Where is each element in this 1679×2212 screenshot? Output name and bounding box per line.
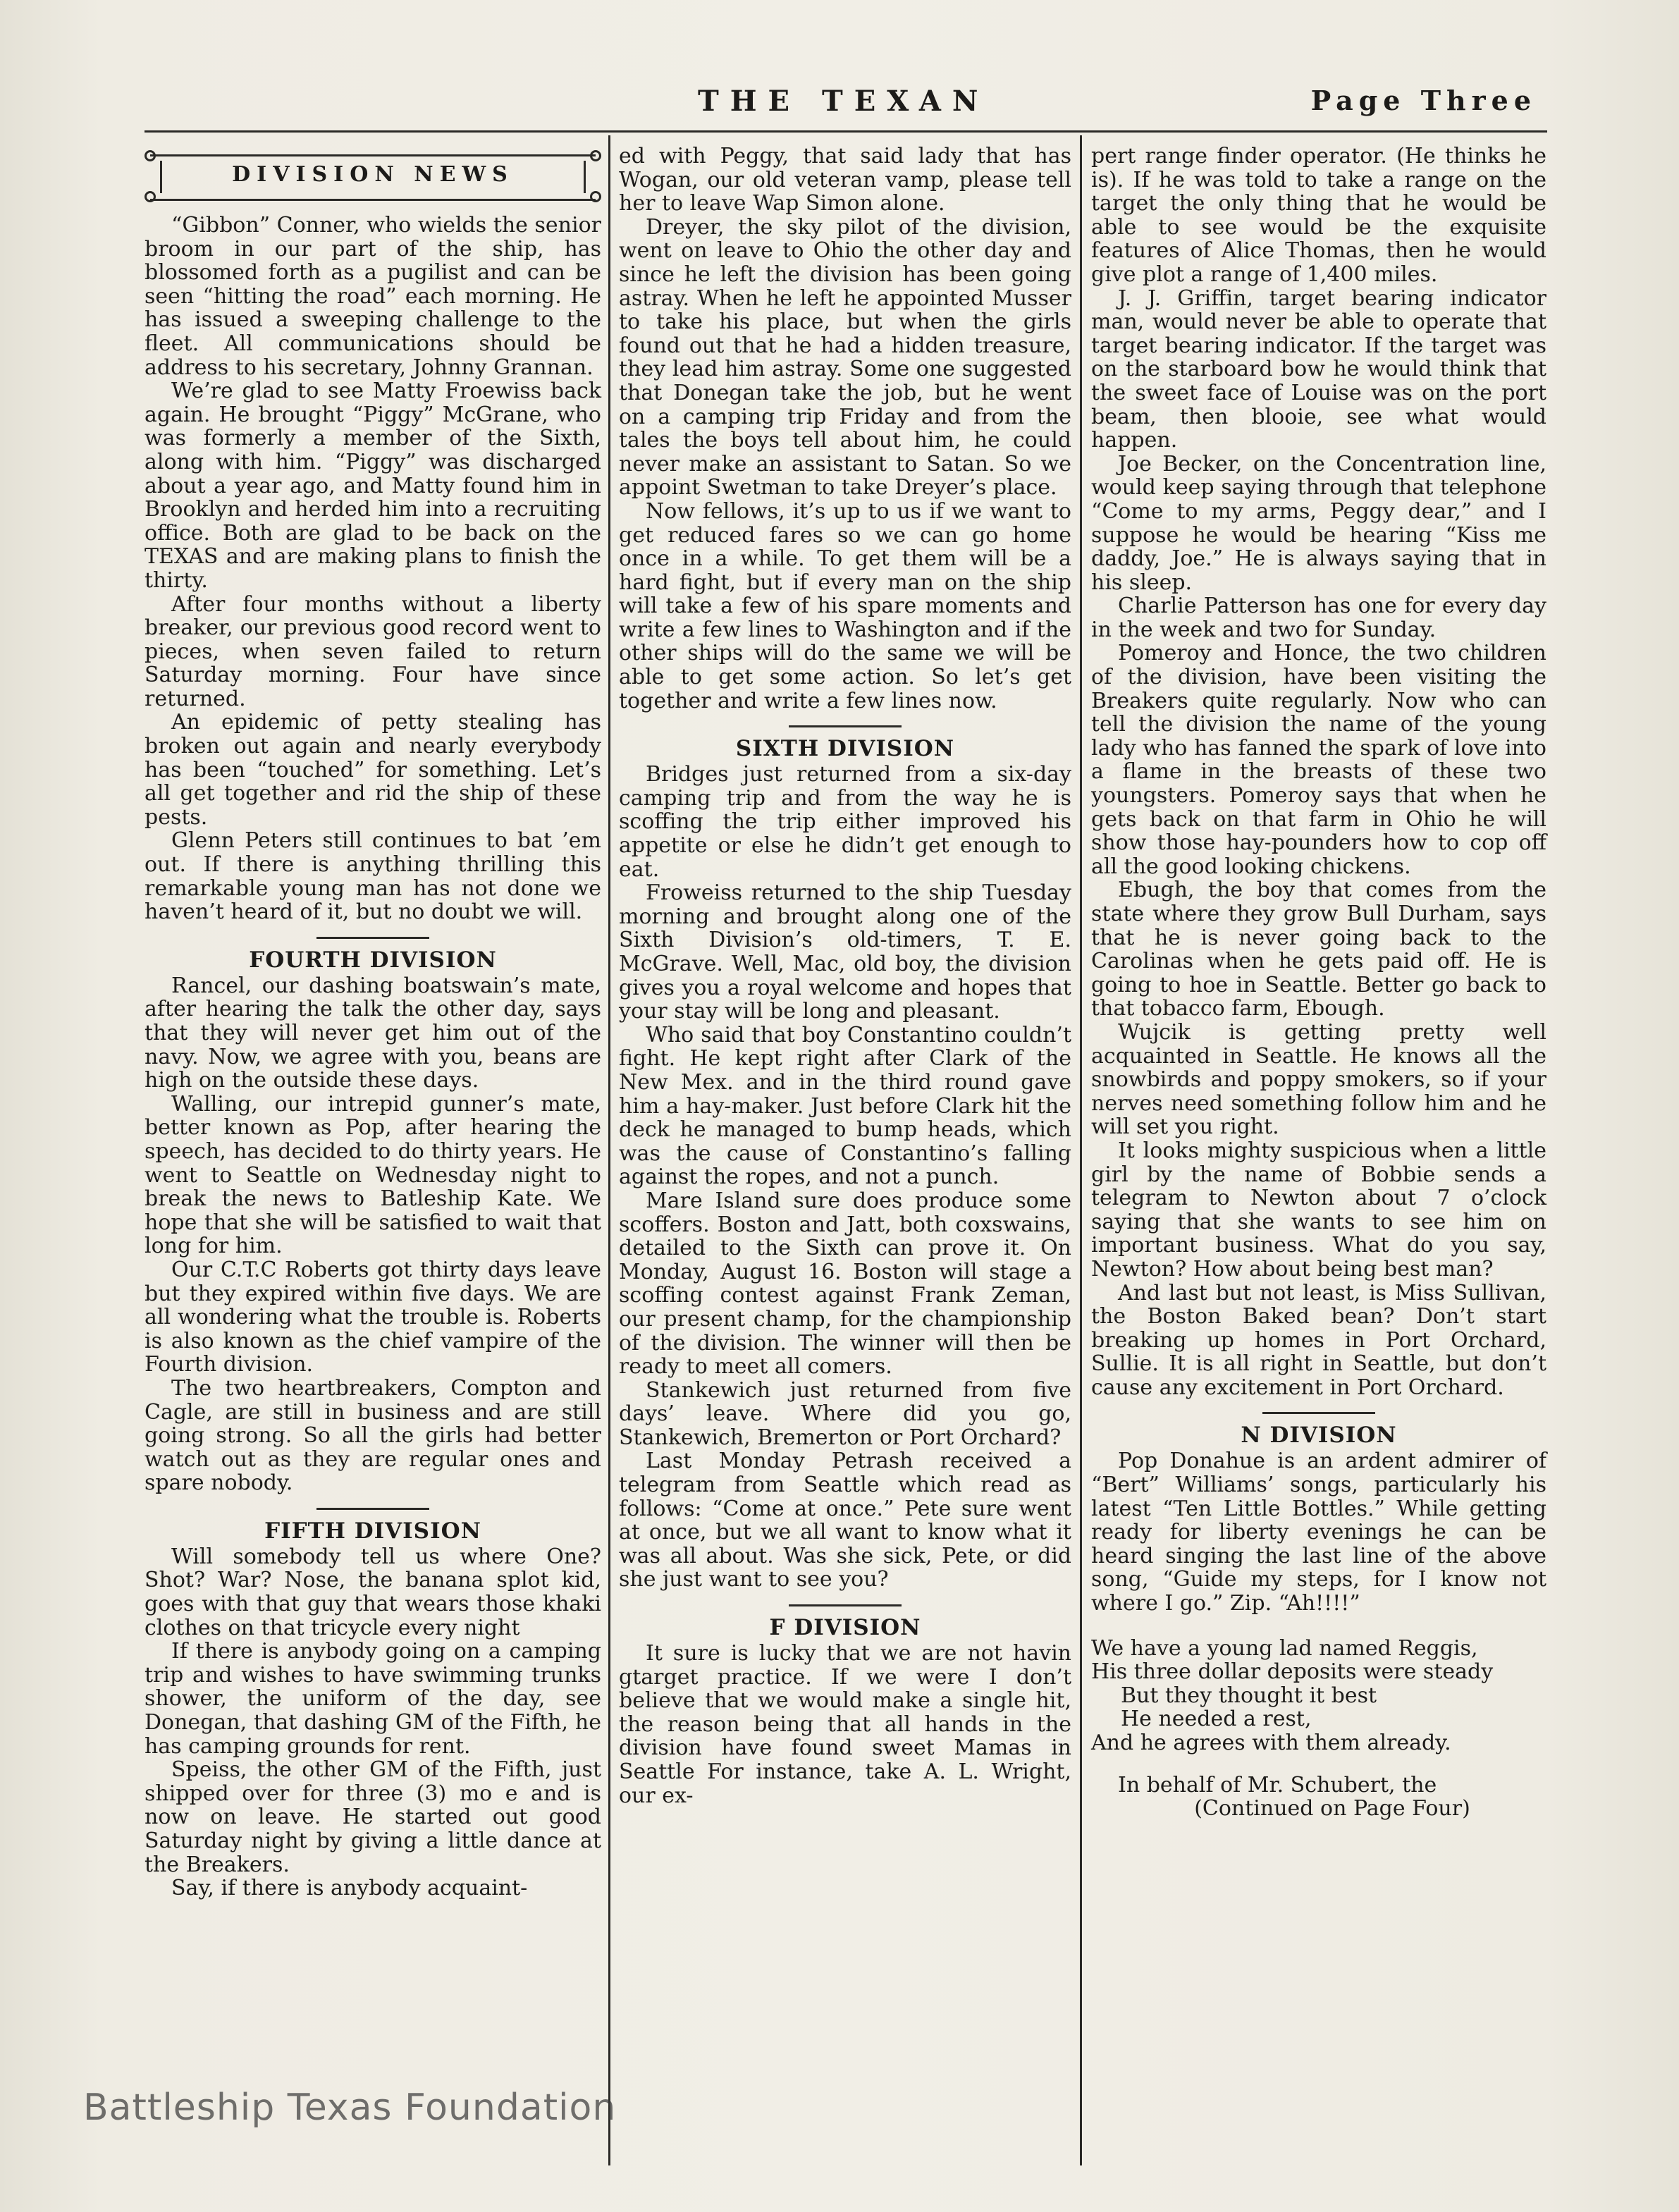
poem-line: We have a young lad named Reggis, (1091, 1635, 1478, 1661)
article-paragraph: After four months without a liberty breaker, our previous good record went to pieces, when seven failed to return Saturday morning. Four have since returned. (144, 591, 601, 711)
section-divider (1262, 1412, 1375, 1414)
article-paragraph: Wujcik is getting pretty well acquainted in Seattle. He knows all the snowbirds and poppy smokers, so if your nerves need something follow him and he will set you right. (1091, 1019, 1546, 1140)
article-paragraph: In behalf of Mr. Schubert, the (1118, 1772, 1437, 1798)
column-3 (1091, 145, 1546, 1821)
continued-note: (Continued on Page Four) (1194, 1796, 1470, 1821)
column-1 (144, 145, 601, 1900)
section-heading-fourth: FOURTH DIVISION (249, 947, 497, 973)
poem-line: And he agrees with them already. (1091, 1731, 1451, 1755)
article-paragraph: “Gibbon” Conner, who wields the senior broom in our part of the ship, has blossomed forth as a pugilist and can be seen “hitting the road” each morning. He has issued a sweeping challenge to the fleet. All communications should be address to his secretary, Johnny Grannan. (144, 213, 601, 380)
article-paragraph: Joe Becker, on the Concentration line, would keep saying through that telephone “Come to my arms, Peggy dear,” and I suppose he would be hearing “Kiss me daddy, Joe.” He is always saying that in his sleep. (1091, 451, 1546, 595)
article-paragraph: Now fellows, it’s up to us if we want to get reduced fares so we can go home once in a while. To get them will be a hard fight, but if every man on the ship will take a few of his spare moments and write a few lines to Washington and if the other ships will do the same we will be able to get some action. So let’s get together and write a few lines now. (619, 498, 1071, 713)
article-paragraph: The two heartbreakers, Compton and Cagle, are still in business and are still going strong. So all the girls had better watch out as they are regular ones and spare nobody. (144, 1375, 601, 1496)
article-paragraph: Pop Donahue is an ardent admirer of “Bert” Williams’ songs, particularly his latest “Ten Little Bottles.” While getting ready for liberty evenings he can be heard singing the last line of the above song, “Guide my steps, for I know not where I go.” Zip. “Ah!!!!” (1091, 1449, 1546, 1616)
column-rule-1 (608, 135, 610, 2165)
masthead-title: THE TEXAN (698, 85, 990, 118)
article-paragraph: Who said that boy Constantino couldn’t fight. He kept right after Clark of the New Mex. and in the third round gave him a hay-maker. Just before Clark hit the deck he managed to bump heads, which was the cause of Constantino’s falling against the ropes, and not a punch. (619, 1022, 1071, 1190)
limerick (1091, 1637, 1546, 1755)
article-paragraph: ed with Peggy, that said lady that has Wogan, our old veteran vamp, please tell her to leave Wap Simon alone. (619, 144, 1071, 216)
poem-line: His three dollar deposits were steady (1091, 1659, 1494, 1685)
article-paragraph: Speiss, the other GM of the Fifth, just shipped over for three (3) mo e and is now on leave. He started out good Saturday night by giving a little dance at the Breakers. (144, 1757, 601, 1877)
article-paragraph: It sure is lucky that we are not havin gtarget practice. If we were I don’t believe that we would make a single hit, the reason being that all hands in the division have found sweet Mamas in Seattle For instance, take A. L. Wright, our ex- (619, 1641, 1071, 1808)
column-2 (619, 145, 1071, 1807)
article-paragraph: An epidemic of petty stealing has broken out again and nearly everybody has been “touched” for something. Let’s all get together and rid the ship of these pests. (144, 710, 601, 830)
watermark: Battleship Texas Foundation (83, 2087, 617, 2129)
article-paragraph: It looks mighty suspicious when a little girl by the name of Bobbie sends a telegram to Newton about 7 o’clock saying that she wants to see him on important business. What do you say, Newton? How about being best man? (1091, 1138, 1546, 1282)
division-news-banner (144, 145, 601, 208)
article-paragraph: Will somebody tell us where One? Shot? War? Nose, the banana splot kid, goes with that guy that wears those khaki clothes on that tricycle every night (144, 1544, 601, 1640)
article-paragraph: Mare Island sure does produce some scoffers. Boston and Jatt, both coxswains, detailed to the Sixth can prove it. On Monday, August 16. Boston will stage a scoffing contest against Frank Zeman, our present champ, for the championship of the division. The winner will then be ready to meet all comers. (619, 1188, 1071, 1380)
article-paragraph: Pomeroy and Honce, the two children of the division, have been visiting the Breakers quite regularly. Now who can tell the division the name of the young lady who has fanned the spark of love into a flame in the breasts of these two youngsters. Pomeroy says that when he gets back on that farm in Ohio he will show those hay-pounders how to cop off all the good looking chickens. (1091, 641, 1546, 879)
section-divider (789, 725, 902, 727)
article-paragraph: pert range finder operator. (He thinks he is). If he was told to take a range on the target the only thing that he would be able to see would be the exquisite features of Alice Thomas, then he would give plot a range of 1,400 miles. (1091, 144, 1546, 287)
poem-line: He needed a rest, (1121, 1707, 1312, 1732)
article-paragraph: Glenn Peters still continues to bat ’em out. If there is anything thrilling this remarkable young man has not done we haven’t heard of it, but no doubt we will. (144, 828, 601, 925)
article-paragraph: Walling, our intrepid gunner’s mate, better known as Pop, after hearing the speech, has decided to do thirty years. He went to Seattle on Wednesday night to break the news to Batleship Kate. We hope that she will be satisfied to wait that long for him. (144, 1091, 601, 1259)
section-divider (789, 1604, 902, 1606)
poem-line: But they thought it best (1121, 1683, 1377, 1708)
section-heading-fifth: FIFTH DIVISION (264, 1518, 481, 1544)
column-rule-2 (1080, 135, 1082, 2165)
article-paragraph: And last but not least, is Miss Sullivan, the Boston Baked bean? Don’t start breaking up homes in Port Orchard, Sullie. It is all right in Seattle, but don’t cause any excitement in Port Orchard. (1091, 1280, 1546, 1400)
article-paragraph: Ebugh, the boy that comes from the state where they grow Bull Durham, says that he is never going back to the Carolinas when he gets paid off. He is going to hoe in Seattle. Better go back to that tobacco farm, Ebough. (1091, 878, 1546, 1021)
section-heading-sixth: SIXTH DIVISION (735, 736, 955, 762)
article-paragraph: If there is anybody going on a camping trip and wishes to have swimming trunks shower, the uniform of the day, see Donegan, that dashing GM of the Fifth, he has camping grounds for rent. (144, 1639, 601, 1759)
article-paragraph: Stankewich just returned from five days’ leave. Where did you go, Stankewich, Bremerton or Port Orchard? (619, 1377, 1071, 1450)
page-header (141, 85, 1551, 127)
section-heading-f: F DIVISION (769, 1615, 921, 1641)
article-paragraph: Rancel, our dashing boatswain’s mate, after hearing the talk the other day, says that they will never get him out of the navy. Now, we agree with you, beans are high on the outside these days. (144, 973, 601, 1093)
banner-title: DIVISION NEWS (232, 162, 514, 187)
article-paragraph: We’re glad to see Matty Froewiss back again. He brought “Piggy” McGrane, who was formerly a member of the Sixth, along with him. “Piggy” was discharged about a year ago, and Matty found him in Brooklyn and herded him into a recruiting office. Both are glad to be back on the TEXAS and are making plans to finish the thirty. (144, 379, 601, 593)
article-paragraph: Last Monday Petrash received a telegram from Seattle which read as follows: “Come at once.” Pete sure went at once, but we all want to know what it was all about. Was she sick, Pete, or did she just want to see you? (619, 1449, 1071, 1592)
article-paragraph: Say, if there is anybody acquaint- (171, 1876, 528, 1901)
section-divider (316, 1508, 429, 1510)
article-paragraph: Dreyer, the sky pilot of the division, went on leave to Ohio the other day and since he left the division has been going astray. When he left he appointed Musser to take his place, but when the girls found out that he had a hidden treasure, they lead him astray. Some one suggested that Donegan take the job, but he went on a camping trip Friday and from the tales the boys tell about him, he could never make an assistant to Satan. So we appoint Swetman to take Dreyer’s place. (619, 214, 1071, 500)
section-divider (316, 937, 429, 939)
section-heading-n: N DIVISION (1241, 1423, 1397, 1449)
article-paragraph: J. J. Griffin, target bearing indicator man, would never be able to operate that target bearing indicator. If the target was on the starboard bow he would think that the sweet face of Louise was on the port beam, then blooie, see what would happen. (1091, 285, 1546, 453)
article-paragraph: Our C.T.C Roberts got thirty days leave but they expired within five days. We are all wondering what the trouble is. Roberts is also known as the chief vampire of the Fourth division. (144, 1257, 601, 1377)
article-paragraph: Bridges just returned from a six-day camping trip and from the way he is scoffing the trip either improved his appetite or else he didn’t get enough to eat. (619, 762, 1071, 882)
article-paragraph: Charlie Patterson has one for every day in the week and two for Sunday. (1091, 594, 1546, 642)
header-rule (144, 130, 1547, 133)
article-paragraph: Froweiss returned to the ship Tuesday morning and brought along one of the Sixth Division’s old-timers, T. E. McGrave. Well, Mac, old boy, the division gives you a royal welcome and hopes that your stay will be long and pleasant. (619, 880, 1071, 1024)
page-number: Page Three (1310, 85, 1537, 116)
